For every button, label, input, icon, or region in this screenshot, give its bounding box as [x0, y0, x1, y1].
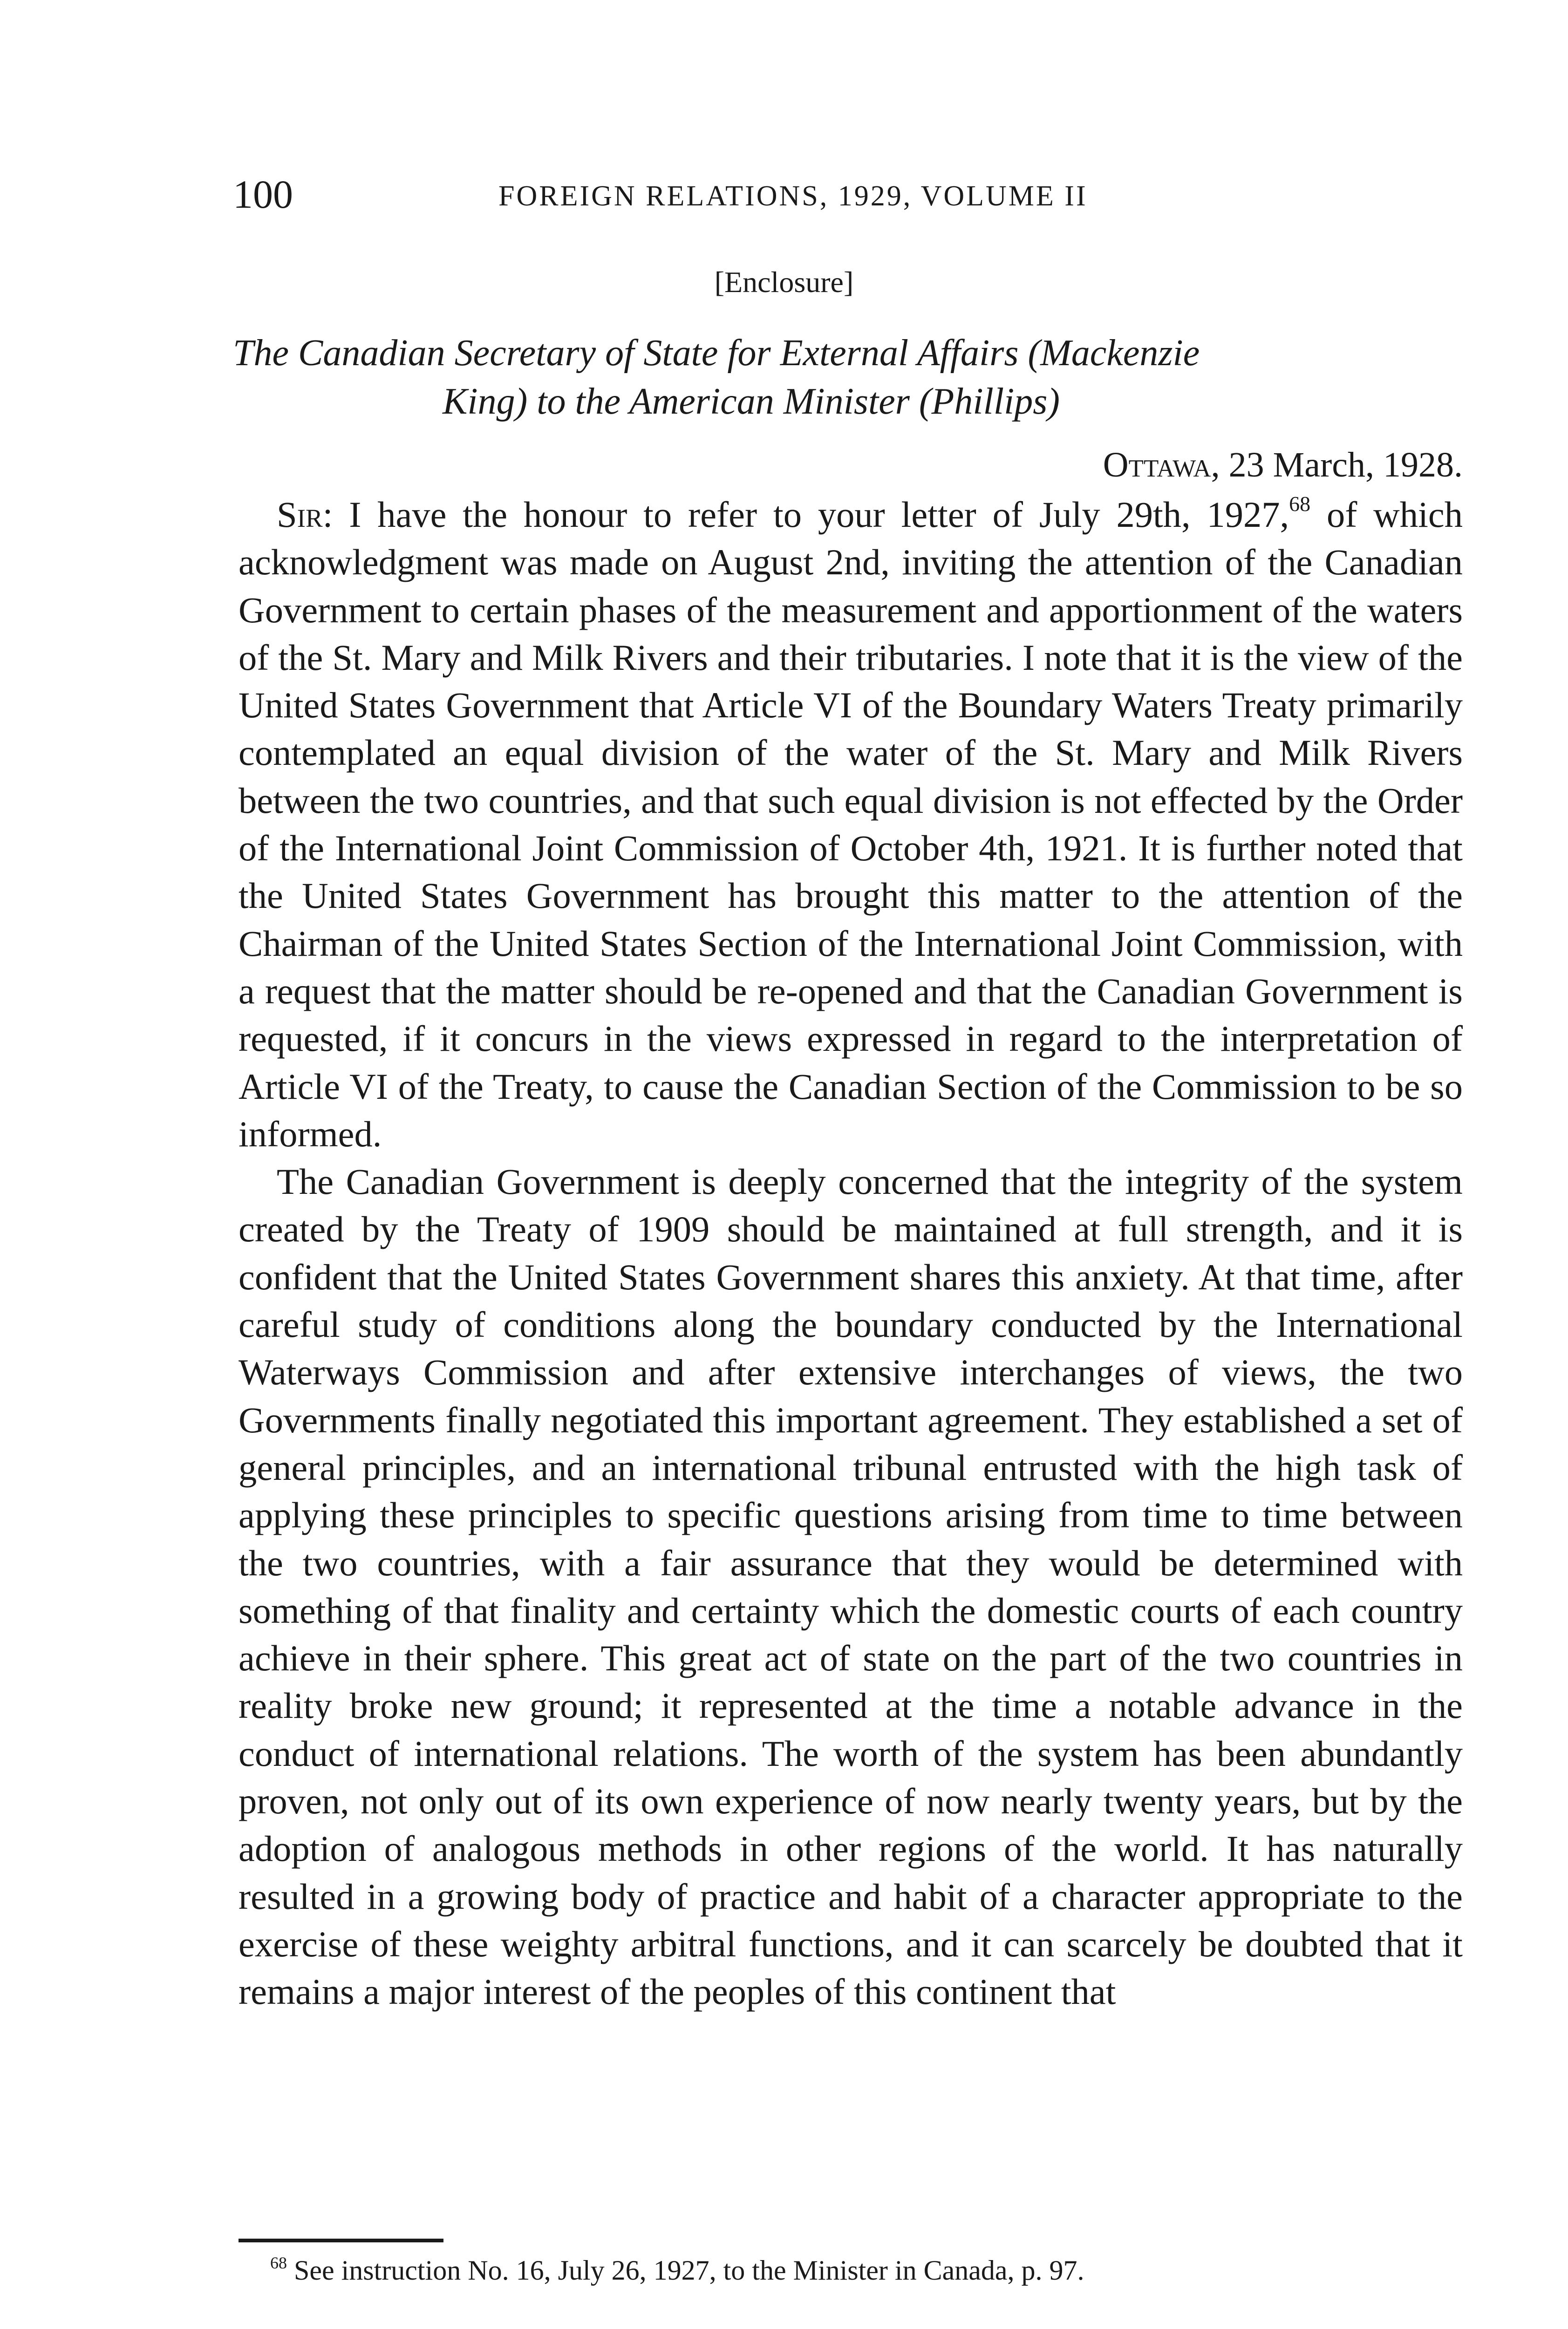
running-title: FOREIGN RELATIONS, 1929, VOLUME II [498, 180, 1088, 212]
heading-line-2: King) to the American Minister (Phillips) [443, 381, 1060, 422]
dateline [233, 443, 1463, 487]
enclosure-label: [Enclosure] [714, 266, 854, 299]
heading-line-1: The Canadian Secretary of State for External Affairs (Mackenzie [233, 333, 1200, 374]
salutation: Sir [277, 494, 323, 535]
letter-body [239, 491, 1463, 2016]
footnote [270, 2252, 1463, 2289]
paragraph-1 [239, 491, 1463, 1158]
paragraph-2: The Canadian Government is deeply concerned that the integrity of the system created by the Treaty of 1909 should be maintained at full strength, and it is confident that the United States Government shares this anxiety. At that time, after careful study of conditions along the boundary conducted by the International Waterways Commission and after extensive interchanges of views, the two Governments finally negotiated this important agreement. They established a set of general principles, and an international tribunal entrusted with the high task of applying these principles to specific questions arising from time to time between the two countries, with a fair assurance that they would be determined with something of that finality and certainty which the domestic courts of each country achieve in their sphere. This great act of state on the part of the two countries in reality broke new ground; it represented at the time a notable advance in the conduct of international relations. The worth of the system has been abundantly proven, not only out of its own experience of now nearly twenty years, but by the adoption of analogous methods in other regions of the world. It has naturally resulted in a growing body of practice and habit of a character appropriate to the exercise of these weighty arbitral functions, and it can scarcely be doubted that it remains a major interest of the peoples of this continent that [239, 1161, 1463, 2012]
footnote-rule [239, 2239, 443, 2242]
paragraph-1-lead: : I have the honour to refer to your letter of July 29th, 1927, [322, 494, 1289, 535]
dateline-date: , 23 March, 1928. [1211, 445, 1463, 484]
paragraph-1-rest: of which acknowledgment was made on August 2nd, inviting the attention of the Canadian Government to certain phases of the measurement and apportionment of the waters of the St. Mary and Milk Rivers and their tributaries. I note that it is the view of the United States Government that Article VI of the Boundary Waters Treaty primarily contemplated an equal division of the water of the St. Mary and Milk Rivers between the two countries, and that such equal division is not effected by the Order of the International Joint Commission of October 4th, 1921. It is further noted that the United States Government has brought this matter to the attention of the Chairman of the United States Section of the International Joint Commission, with a request that the matter should be re-opened and that the Canadian Government is requested, if it concurs in the views expressed in regard to the interpretation of Article VI of the Treaty, to cause the Canadian Section of the Commission to be so informed. [239, 494, 1463, 1154]
page-number: 100 [233, 172, 293, 217]
running-head [233, 173, 1463, 215]
document-heading [233, 329, 1463, 426]
footnote-reference[interactable]: 68 [1289, 492, 1311, 516]
dateline-place: Ottawa [1103, 445, 1211, 484]
footnote-text: See instruction No. 16, July 26, 1927, to the Minister in Canada, p. 97. [287, 2255, 1084, 2286]
footnote-marker: 68 [270, 2254, 287, 2272]
